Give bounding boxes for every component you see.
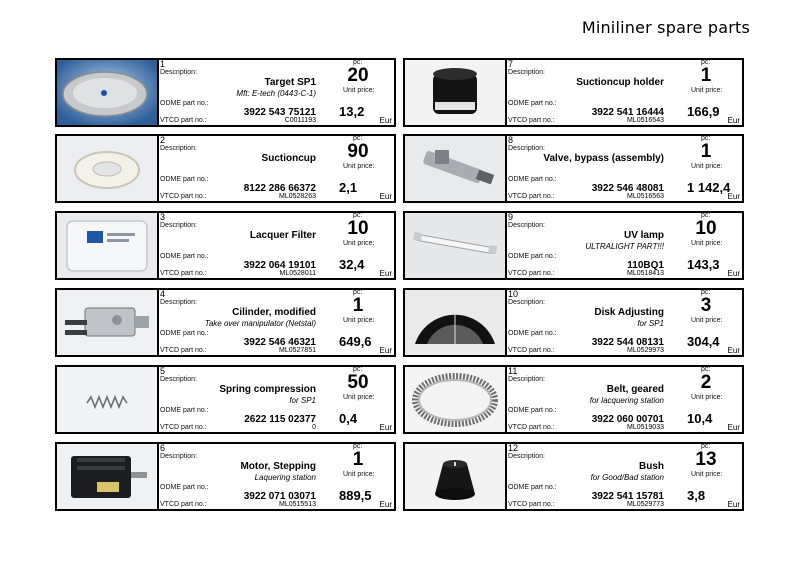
unit-price: 649,6 [339,334,372,349]
odme-label: ODME part no.: [508,100,557,107]
odme-label: ODME part no.: [160,176,209,183]
part-photo-cylinder [57,290,159,355]
unit-price: 143,3 [687,257,720,272]
part-number: 2 [160,135,166,145]
odme-label: ODME part no.: [160,100,209,107]
part-photo-stepper-motor [57,444,159,509]
part-photo-spring [57,367,159,432]
part-photo-target-disc [57,60,159,125]
unit-price: 889,5 [339,488,372,503]
pc-label: pc: [701,135,711,142]
part-quantity: 20 [347,65,369,86]
vtcd-label: VTCD part no.: [160,501,207,508]
part-photo-suctioncup-holder [405,60,507,125]
unit-price: 32,4 [339,257,365,272]
currency: Eur [727,500,740,509]
part-card-10 [403,288,744,357]
part-quantity: 50 [347,372,369,393]
part-subtitle: for lacquering station [589,396,664,405]
odme-label: ODME part no.: [508,407,557,414]
unit-price: 166,9 [687,104,720,119]
vtcd-label: VTCD part no.: [508,347,555,354]
unit-price-label: Unit price: [343,163,375,170]
part-card-5 [55,365,396,434]
vtcd-part-number: ML0527851 [279,347,316,354]
description-label: Description: [508,145,545,152]
currency: Eur [379,346,392,355]
pc-label: pc: [701,212,711,219]
part-photo-uv-lamp [405,213,507,278]
part-quantity: 1 [352,295,364,316]
unit-price-label: Unit price: [343,394,375,401]
unit-price-label: Unit price: [691,240,723,247]
part-number: 9 [508,212,514,222]
part-subtitle: Laquering station [254,473,316,482]
currency: Eur [379,500,392,509]
vtcd-part-number: ML0516563 [627,193,664,200]
part-quantity: 1 [700,141,712,162]
odme-label: ODME part no.: [508,176,557,183]
part-number: 3 [160,212,166,222]
description-label: Description: [160,222,197,229]
part-number: 6 [160,443,166,453]
vtcd-label: VTCD part no.: [160,117,207,124]
part-number: 8 [508,135,514,145]
description-label: Description: [160,69,197,76]
part-name: Cilinder, modified [232,307,316,318]
vtcd-label: VTCD part no.: [508,270,555,277]
part-name: Lacquer Filter [249,230,316,241]
part-name: UV lamp [623,230,664,241]
part-card-4 [55,288,396,357]
vtcd-label: VTCD part no.: [160,193,207,200]
pc-label: pc: [353,289,363,296]
part-card-11 [403,365,744,434]
part-quantity: 2 [700,372,712,393]
vtcd-label: VTCD part no.: [160,347,207,354]
description-label: Description: [160,299,197,306]
odme-part-number: 3922 546 46321 [243,337,316,348]
part-number: 5 [160,366,166,376]
unit-price-label: Unit price: [343,317,375,324]
odme-part-number: 3922 546 48081 [591,183,664,194]
unit-price: 2,1 [339,180,358,195]
part-subtitle: Mft: E-tech (0443-C-1) [236,89,316,98]
part-photo-suctioncup [57,136,159,201]
part-card-7 [403,58,744,127]
odme-part-number: 8122 286 66372 [243,183,316,194]
odme-part-number: 2622 115 02377 [244,414,316,425]
part-card-1 [55,58,396,127]
part-photo-bypass-valve [405,136,507,201]
unit-price-label: Unit price: [691,163,723,170]
description-label: Description: [508,453,545,460]
part-number: 1 [160,59,166,69]
unit-price-label: Unit price: [343,240,375,247]
part-number: 11 [508,366,518,376]
description-label: Description: [508,69,545,76]
vtcd-part-number: ML0529773 [627,501,664,508]
pc-label: pc: [701,443,711,450]
part-card-6 [55,442,396,511]
unit-price-label: Unit price: [343,471,375,478]
currency: Eur [727,116,740,125]
currency: Eur [379,192,392,201]
vtcd-label: VTCD part no.: [508,193,555,200]
part-subtitle: for SP1 [637,319,664,328]
vtcd-part-number: ML0528011 [279,270,316,277]
part-card-8 [403,134,744,203]
odme-label: ODME part no.: [160,253,209,260]
part-subtitle: ULTRALIGHT PART!!! [585,242,664,251]
part-name: Bush [639,461,664,472]
part-quantity: 1 [700,65,712,86]
part-subtitle: Take over manipulator (Netstal) [204,319,316,328]
vtcd-label: VTCD part no.: [160,270,207,277]
vtcd-label: VTCD part no.: [508,501,555,508]
odme-part-number: 3922 064 19101 [243,260,316,271]
vtcd-part-number: ML0528263 [279,193,316,200]
part-name: Motor, Stepping [240,461,316,472]
vtcd-label: VTCD part no.: [508,424,555,431]
unit-price: 304,4 [687,334,720,349]
vtcd-part-number: ML0518413 [627,270,664,277]
currency: Eur [727,269,740,278]
vtcd-part-number: 0 [312,424,316,431]
vtcd-part-number: ML0515513 [279,501,316,508]
vtcd-part-number: C0011193 [284,117,316,124]
unit-price-label: Unit price: [691,317,723,324]
part-name: Disk Adjusting [594,307,664,318]
odme-part-number: 3922 541 16444 [591,107,664,118]
unit-price-label: Unit price: [691,394,723,401]
pc-label: pc: [353,212,363,219]
part-quantity: 13 [695,449,717,470]
currency: Eur [727,346,740,355]
part-quantity: 90 [347,141,369,162]
unit-price: 13,2 [339,104,365,119]
vtcd-part-number: ML0529973 [627,347,664,354]
pc-label: pc: [701,289,711,296]
part-quantity: 3 [700,295,712,316]
odme-part-number: 3922 544 08131 [591,337,664,348]
unit-price: 0,4 [339,411,358,426]
unit-price: 3,8 [687,488,706,503]
part-quantity: 10 [347,218,369,239]
part-photo-geared-belt [405,367,507,432]
odme-part-number: 3922 060 00701 [591,414,664,425]
part-name: Target SP1 [264,77,316,88]
pc-label: pc: [701,366,711,373]
currency: Eur [727,192,740,201]
part-number: 12 [508,443,519,453]
part-name: Suctioncup holder [576,77,664,88]
description-label: Description: [160,453,197,460]
odme-part-number: 110BQ1 [627,260,664,271]
pc-label: pc: [353,59,363,66]
part-quantity: 1 [352,449,364,470]
odme-label: ODME part no.: [160,407,209,414]
vtcd-label: VTCD part no.: [160,424,207,431]
currency: Eur [379,423,392,432]
pc-label: pc: [701,59,711,66]
currency: Eur [727,423,740,432]
currency: Eur [379,116,392,125]
part-number: 10 [508,289,519,299]
vtcd-label: VTCD part no.: [508,117,555,124]
unit-price-label: Unit price: [343,87,375,94]
part-name: Spring compression [219,384,316,395]
part-photo-lacquer-filter [57,213,159,278]
unit-price: 10,4 [687,411,713,426]
odme-label: ODME part no.: [508,253,557,260]
part-card-12 [403,442,744,511]
description-label: Description: [160,376,197,383]
part-name: Valve, bypass (assembly) [543,153,664,164]
currency: Eur [379,269,392,278]
odme-label: ODME part no.: [508,330,557,337]
pc-label: pc: [353,443,363,450]
unit-price: 1 142,4 [687,180,731,195]
odme-label: ODME part no.: [160,330,209,337]
vtcd-part-number: ML0516543 [627,117,664,124]
part-name: Suctioncup [261,153,316,164]
part-subtitle: for Good/Bad station [590,473,664,482]
description-label: Description: [160,145,197,152]
odme-part-number: 3922 541 15781 [591,491,664,502]
part-name: Belt, geared [606,384,664,395]
unit-price-label: Unit price: [691,87,723,94]
part-number: 7 [508,59,514,69]
part-number: 4 [160,289,166,299]
description-label: Description: [508,376,545,383]
unit-price-label: Unit price: [691,471,723,478]
odme-label: ODME part no.: [508,484,557,491]
part-subtitle: for SP1 [289,396,316,405]
part-card-2 [55,134,396,203]
description-label: Description: [508,222,545,229]
odme-part-number: 3922 071 03071 [243,491,316,502]
odme-part-number: 3922 543 75121 [243,107,316,118]
description-label: Description: [508,299,545,306]
part-photo-bush [405,444,507,509]
part-photo-adjusting-disk [405,290,507,355]
part-card-9 [403,211,744,280]
odme-label: ODME part no.: [160,484,209,491]
vtcd-part-number: ML0519033 [627,424,664,431]
pc-label: pc: [353,135,363,142]
part-quantity: 10 [695,218,717,239]
page-title: Miniliner spare parts [581,18,750,37]
pc-label: pc: [353,366,363,373]
part-card-3 [55,211,396,280]
